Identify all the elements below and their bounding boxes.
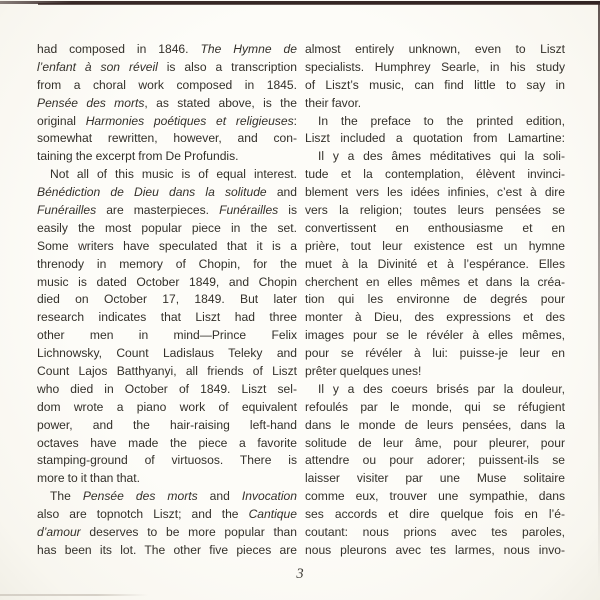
text-line: blement vers les idées infinies, c’est à dire <box>305 185 565 200</box>
text-line: dans le monde de leurs pensées, dans la <box>305 417 565 432</box>
text-line: power, and the hair-raising left-hand <box>37 417 297 432</box>
text-line: Il y a des âmes méditatives qui la soli- <box>318 149 565 164</box>
text-line: Pensée des morts, as stated above, is the <box>37 95 297 110</box>
text-line: cherchent en elles mêmes et dans la créa- <box>305 274 565 289</box>
text-line: solitude de leur âme, pour pleurer, pour <box>305 435 565 450</box>
text-line: other men in mind—Prince Felix <box>37 328 297 343</box>
text-line: refoulés par le monde, qui se réfugient <box>305 399 565 414</box>
text-line: pour se révéler à lui: puisse-je leur en <box>305 346 565 361</box>
text-line: original Harmonies poétiques et religieuses: <box>37 113 297 128</box>
text-line: Liszt included a quotation from Lamartine: <box>305 131 565 146</box>
text-line: threnody in memory of Chopin, for the <box>37 256 297 271</box>
text-line: Lichnowsky, Count Ladislaus Teleky and <box>37 346 297 361</box>
text-line: from a choral work composed in 1845. <box>37 77 297 92</box>
text-line: somewhat rewritten, however, and con- <box>37 131 297 146</box>
text-line: Count Lajos Batthyanyi, all friends of Liszt <box>37 364 297 379</box>
text-line: easily the most popular piece in the set. <box>37 220 297 235</box>
text-line: muet à la Divinité et à l’espérance. Elles <box>305 256 565 271</box>
text-line: has been its lot. The other five pieces are <box>37 542 297 557</box>
text-line: l’enfant à son réveil is also a transcription <box>37 59 297 74</box>
page-number: 3 <box>296 566 304 582</box>
text-line: music is dated October 1849, and Chopin <box>37 274 297 289</box>
text-line: prêter quelques unes! <box>305 364 422 379</box>
text-line: monter à Dieu, des expressions et des <box>305 310 565 325</box>
text-line: also are topnotch Liszt; and the Cantique <box>37 507 297 522</box>
text-line: d’amour deserves to be more popular than <box>37 525 297 540</box>
text-column-right <box>305 41 565 560</box>
text-line: dom wrote a piano work of equivalent <box>37 399 297 414</box>
text-line: Not all of this music is of equal interest. <box>50 167 297 182</box>
text-line: who died in October of 1849. Liszt sel- <box>37 381 297 396</box>
top-edge-shadow-thick <box>38 3 600 5</box>
text-line: of Liszt’s music, can find little to say in <box>305 77 565 92</box>
text-line: tion qui les environne de degrés pour <box>305 292 565 307</box>
text-line: In the preface to the printed edition, <box>318 113 565 128</box>
text-line: convertissent en enthousiasme et en <box>305 220 565 235</box>
text-column-left <box>37 41 297 560</box>
text-line: taining the excerpt from De Profundis. <box>37 149 239 164</box>
text-line: comme eux, trouver une sympathie, dans <box>305 489 565 504</box>
text-line: Bénédiction de Dieu dans la solitude and <box>37 185 297 200</box>
text-line: had composed in 1846. The Hymne de <box>37 42 297 56</box>
text-line: died on October 17, 1849. But later <box>37 292 297 307</box>
text-line: prière, tout leur existence est un hymne <box>305 238 565 253</box>
text-line: attendre ou pour adorer; puissent-ils se <box>305 453 565 468</box>
text-line: octaves have made the piece a favorite <box>37 435 297 450</box>
text-line: more to it than that. <box>37 471 140 486</box>
text-line: their favor. <box>305 95 362 110</box>
text-line: images pour se le révéler à elles mêmes, <box>305 328 565 343</box>
text-line: coutant: nous prions avec tes paroles, <box>305 525 565 540</box>
text-line: laisser visiter par une Muse solitaire <box>305 471 565 486</box>
text-line: ses accords et dire quelque fois en l’é- <box>305 507 565 522</box>
text-line: stamping-ground of virtuosos. There is <box>37 453 297 468</box>
text-line: Il y a des coeurs brisés par la douleur, <box>318 381 565 396</box>
text-line: specialists. Humphrey Searle, in his study <box>305 59 565 74</box>
text-line: research indicates that Liszt had three <box>37 310 297 325</box>
text-line: Funérailles are masterpieces. Funérailles is <box>37 203 297 218</box>
text-line: almost entirely unknown, even to Liszt <box>305 42 565 56</box>
text-line: Some writers have speculated that it is a <box>37 238 297 253</box>
text-line: vers la religion; toutes leurs pensées se <box>305 203 565 218</box>
text-line: tude et la contemplation, élèvent invinci- <box>305 167 565 182</box>
text-line: nous pleurons avec tes larmes, nous invo- <box>305 542 565 557</box>
bottom-left-edge-shadow <box>0 594 148 596</box>
text-line: The Pensée des morts and Invocation <box>50 489 297 504</box>
